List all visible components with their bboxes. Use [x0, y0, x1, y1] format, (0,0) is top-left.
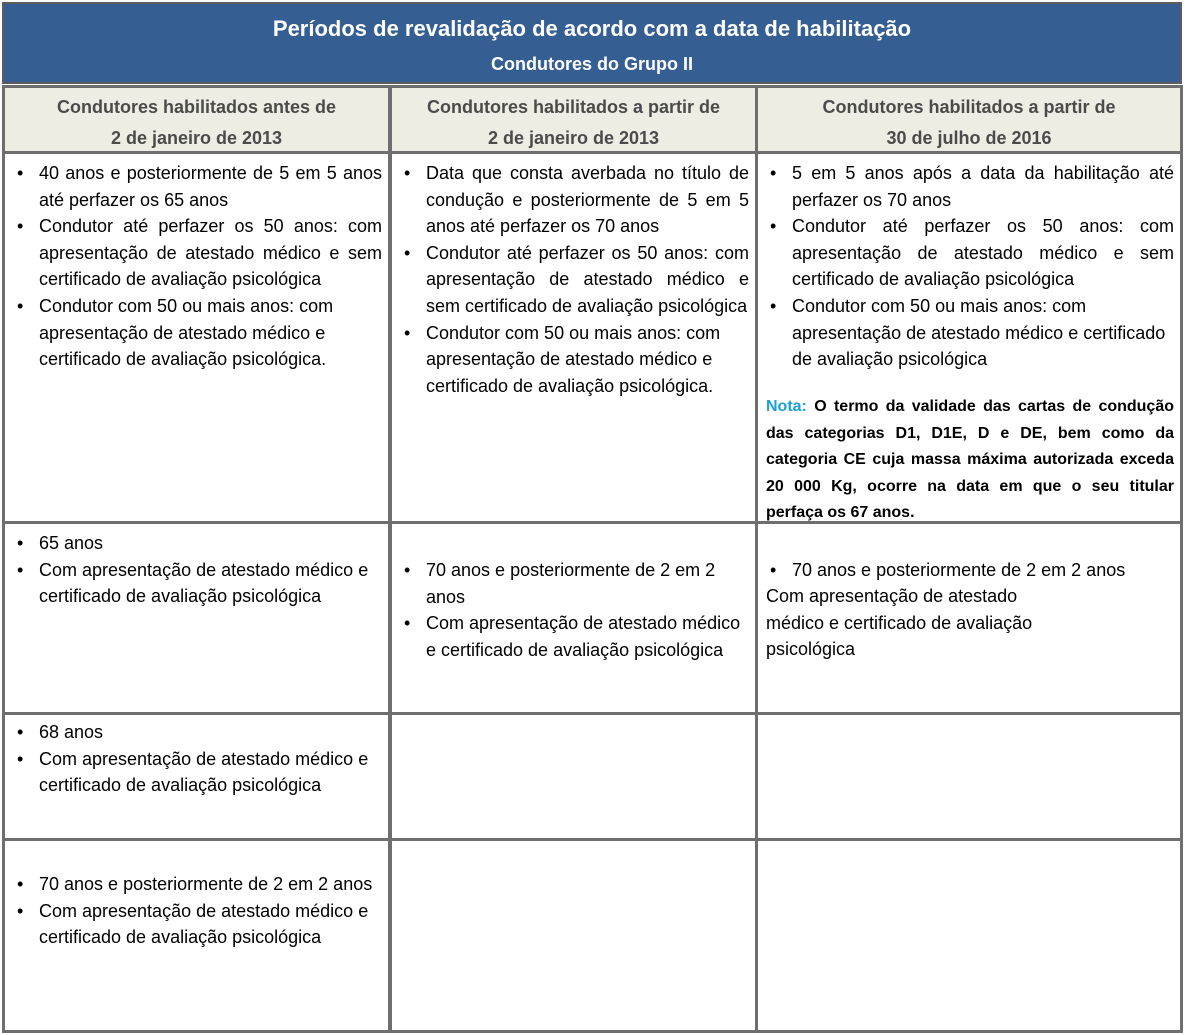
bullet-list: [392, 160, 749, 399]
table-title-bar: [2, 2, 1182, 84]
bullet-list: [392, 557, 749, 663]
list-item: • 70 anos e posteriormente de 2 em 2 anos: [5, 871, 382, 898]
table-cell-r3-c2: [389, 712, 758, 841]
list-item: • 40 anos e posteriormente de 5 em 5 anos até perfazer os 65 anos: [5, 160, 382, 213]
cell-note-text: Com apresentação de atestado médico e certificado de avaliação psicológica: [766, 586, 1033, 660]
header-line1: Condutores habilitados antes de: [56, 97, 337, 117]
table-cell-r4-c1: [2, 838, 391, 1033]
bullet-list: [5, 160, 382, 373]
table-cell-r1-c2: [389, 151, 758, 524]
bullet-list: [758, 557, 1174, 584]
table-cell-r2-c3: [755, 521, 1183, 715]
list-item: • Com apresentação de atestado médico e certificado de avaliação psicológica: [5, 746, 382, 799]
table-cell-r3-c1: [2, 712, 391, 841]
list-item: • 65 anos: [5, 530, 382, 557]
header-line2: 30 de julho de 2016: [886, 128, 1052, 148]
list-item: • Condutor com 50 ou mais anos: com apresentação de atestado médico e certificado de avaliação psicológica.: [392, 320, 749, 400]
bullet-list: [5, 719, 382, 799]
table-cell-r4-c2: [389, 838, 758, 1033]
list-item: • Com apresentação de atestado médico e certificado de avaliação psicológica: [392, 610, 749, 663]
header-cell-from-2016: [755, 85, 1183, 154]
bullet-list: [758, 160, 1174, 373]
list-item: • Condutor até perfazer os 50 anos: com apresentação de atestado médico e sem certificado de avaliação psicológica: [392, 240, 749, 320]
list-item: • 70 anos e posteriormente de 2 em 2 anos: [758, 557, 1174, 584]
list-item: • Com apresentação de atestado médico e certificado de avaliação psicológica: [5, 898, 382, 951]
list-item: • Condutor com 50 ou mais anos: com apresentação de atestado médico e certificado de avaliação psicológica: [758, 293, 1174, 373]
header-line1: Condutores habilitados a partir de: [822, 97, 1116, 117]
note-paragraph: [766, 394, 1174, 527]
list-item: • Data que consta averbada no título de condução e posteriormente de 5 em 5 anos até perfazer os 70 anos: [392, 160, 749, 240]
header-line1: Condutores habilitados a partir de: [426, 97, 721, 117]
header-cell-from-2013: [389, 85, 758, 154]
list-item: • 70 anos e posteriormente de 2 em 2 anos: [392, 557, 749, 610]
bullet-list: [5, 871, 382, 951]
header-line2: 2 de janeiro de 2013: [487, 128, 660, 148]
table-title: Períodos de revalidação de acordo com a data de habilitação: [272, 16, 912, 41]
table-subtitle: Condutores do Grupo II: [491, 54, 693, 74]
header-line2: 2 de janeiro de 2013: [110, 128, 283, 148]
list-item: • 68 anos: [5, 719, 382, 746]
table-cell-r2-c1: [2, 521, 391, 715]
header-cell-before-2013: [2, 85, 391, 154]
list-item: • Condutor com 50 ou mais anos: com apresentação de atestado médico e certificado de avaliação psicológica.: [5, 293, 382, 373]
list-item: • 5 em 5 anos após a data da habilitação até perfazer os 70 anos: [758, 160, 1174, 213]
table-cell-r1-c1: [2, 151, 391, 524]
table-cell-r2-c2: [389, 521, 758, 715]
table-cell-r3-c3: [755, 712, 1183, 841]
table-cell-r4-c3: [755, 838, 1183, 1033]
table-cell-r1-c3: [755, 151, 1183, 524]
note-label: Nota:: [766, 398, 807, 415]
list-item: • Condutor até perfazer os 50 anos: com apresentação de atestado médico e sem certificado de avaliação psicológica: [758, 213, 1174, 293]
bullet-list: [5, 530, 382, 610]
list-item: • Condutor até perfazer os 50 anos: com apresentação de atestado médico e sem certificado de avaliação psicológica: [5, 213, 382, 293]
note-text: O termo da validade das cartas de condução das categorias D1, D1E, D e DE, bem como da categoria CE cuja massa máxima autorizada exceda 20 000 Kg, ocorre na data em que o seu titular perfaça os 67 anos.: [766, 398, 1175, 522]
list-item: • Com apresentação de atestado médico e certificado de avaliação psicológica: [5, 557, 382, 610]
